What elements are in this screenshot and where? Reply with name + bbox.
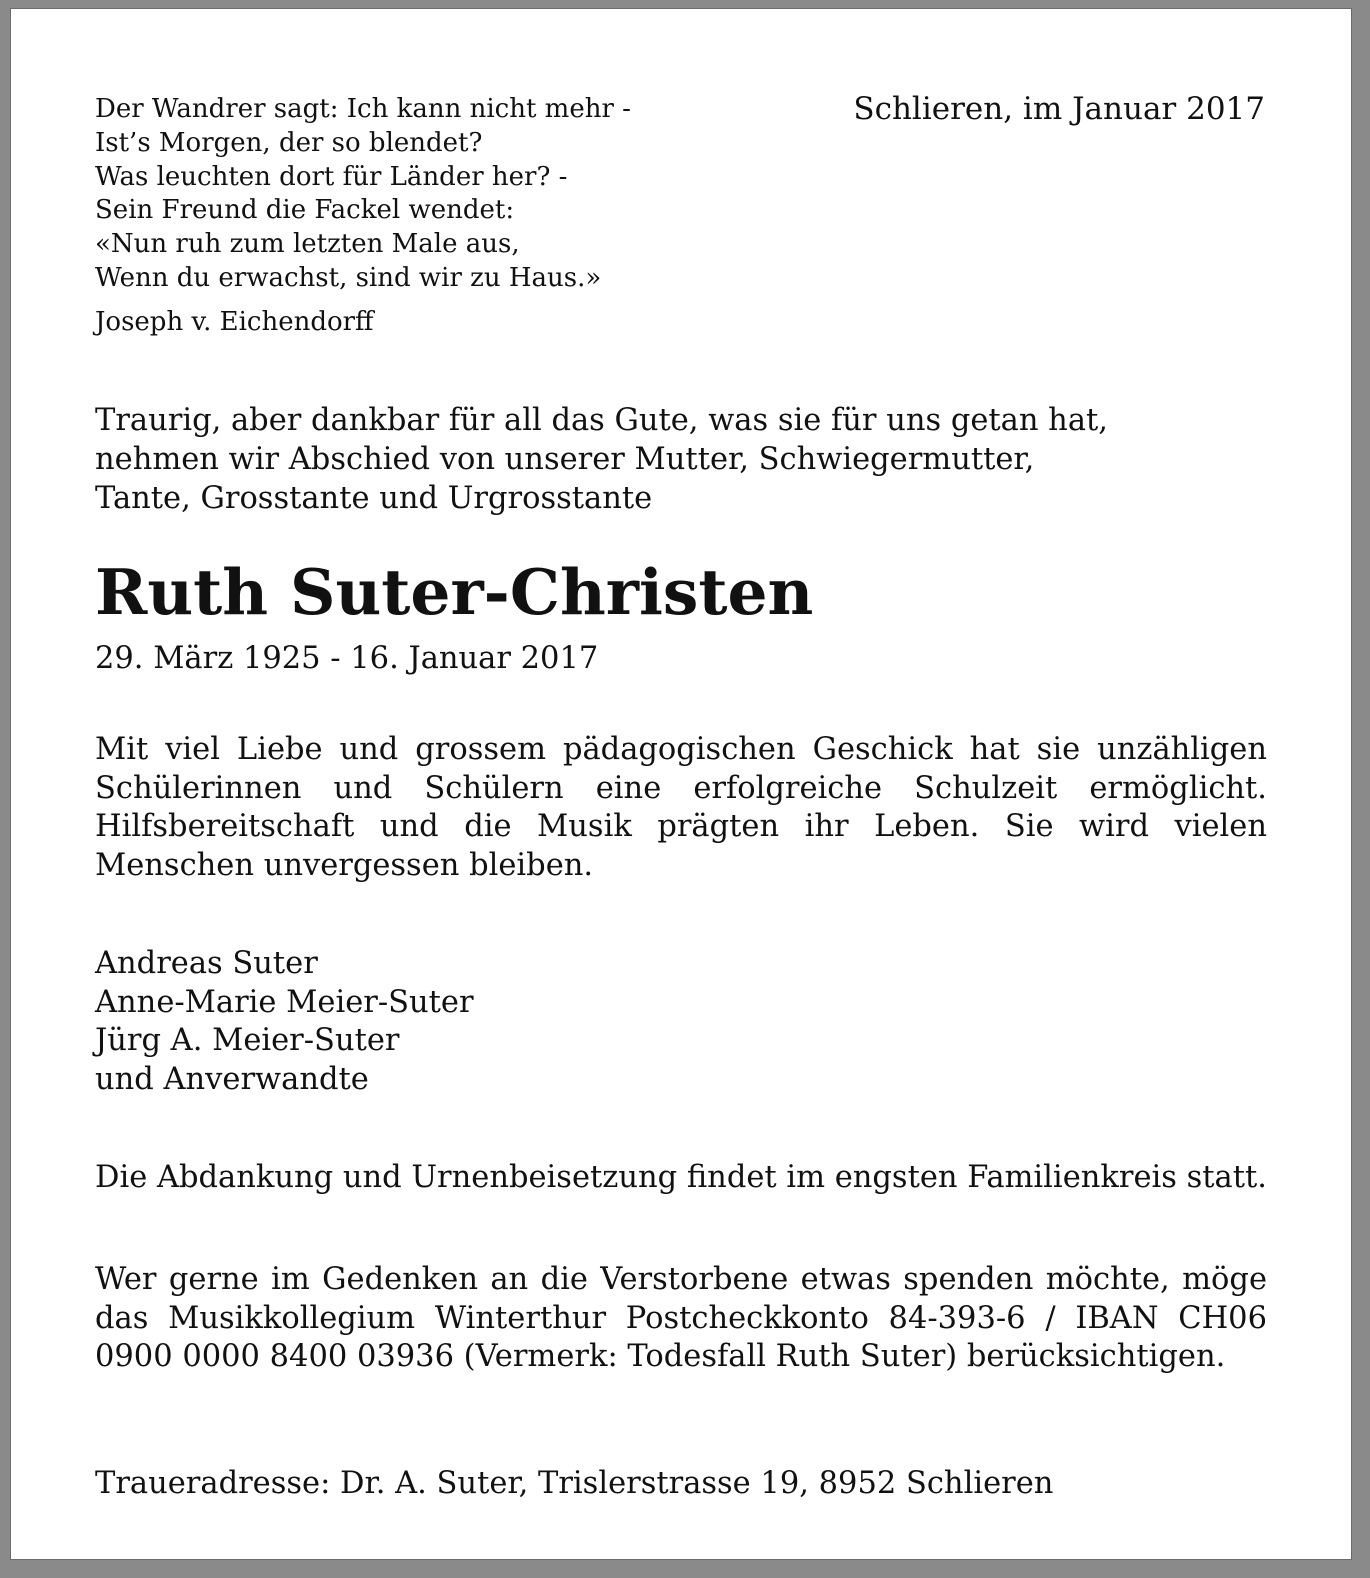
intro-line: nehmen wir Abschied von unserer Mutter, Schwiegermutter, — [95, 442, 1035, 477]
obituary-page — [10, 8, 1352, 1560]
poem — [95, 93, 631, 296]
survivor-name: und Anverwandte — [95, 1061, 369, 1097]
poem-line: Der Wandrer sagt: Ich kann nicht mehr - — [95, 94, 631, 124]
survivor-name: Anne-Marie Meier-Suter — [95, 984, 474, 1020]
intro-line: Tante, Grosstante und Urgrosstante — [95, 481, 653, 516]
poem-line: «Nun ruh zum letzten Male aus, — [95, 229, 520, 260]
tribute-paragraph: Mit viel Liebe und grossem pädagogischen Geschick hat sie unzähligen Schülerinnen und Schülern eine erfolgreiche Schulzeit ermöglicht. Hilfsbereitschaft und die Musik prägten ihr Leben. Sie wird vielen Menschen unvergessen bleiben. — [95, 732, 1267, 883]
life-dates: 29. März 1925 - 16. Januar 2017 — [95, 641, 599, 676]
survivors-list — [95, 945, 474, 1099]
intro-line: Traurig, aber dankbar für all das Gute, was sie für uns getan hat, — [95, 403, 1108, 438]
survivor-name: Andreas Suter — [95, 946, 318, 981]
deceased-name: Ruth Suter-Christen — [95, 555, 814, 629]
donation-paragraph: Wer gerne im Gedenken an die Verstorbene etwas spenden möchte, möge das Musikkollegium Winterthur Postcheckkonto 84-393-6 / IBAN CH06 0900 0000 8400 03936 (Vermerk: Todesfall Ruth Suter) berücksichtigen. — [95, 1262, 1267, 1374]
poem-line: Sein Freund die Fackel wendet: — [95, 195, 515, 226]
mourning-address: Traueradresse: Dr. A. Suter, Trislerstrasse 19, 8952 Schlieren — [95, 1466, 1054, 1501]
dateline: Schlieren, im Januar 2017 — [853, 91, 1265, 127]
survivor-name: Jürg A. Meier-Suter — [95, 1023, 400, 1058]
poem-author: Joseph v. Eichendorff — [95, 307, 374, 337]
poem-line: Was leuchten dort für Länder her? - — [95, 161, 568, 192]
poem-line: Ist’s Morgen, der so blendet? — [95, 127, 483, 158]
ceremony-paragraph: Die Abdankung und Urnenbeisetzung findet im engsten Familienkreis statt. — [95, 1160, 1267, 1195]
poem-line: Wenn du erwachst, sind wir zu Haus.» — [95, 262, 602, 293]
intro-text — [95, 401, 1270, 518]
